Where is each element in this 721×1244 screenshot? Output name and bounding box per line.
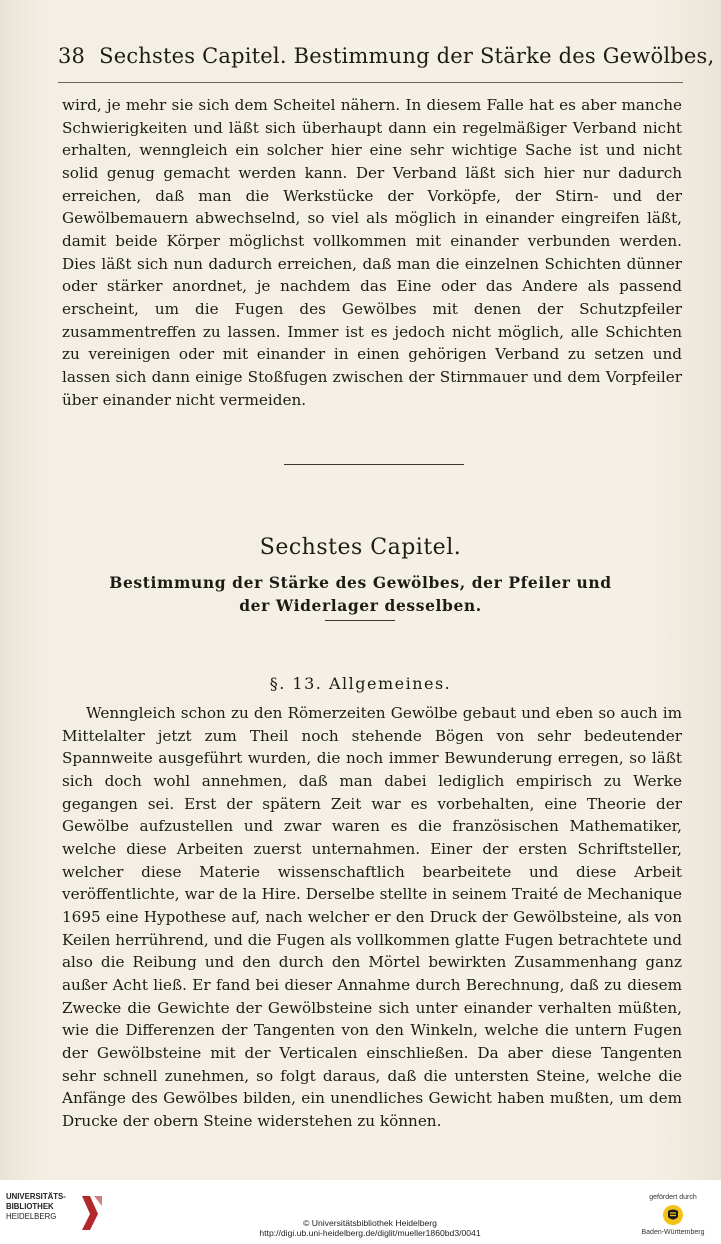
library-name-line-3: HEIDELBERG [6, 1212, 57, 1221]
page-number: 38 [58, 44, 86, 68]
subtitle-divider [325, 620, 395, 621]
running-title: Sechstes Capitel. Bestimmung der Stärke des Gewölbes, [99, 44, 715, 68]
chapter-subtitle-line-1: Bestimmung der Stärke des Gewölbes, der Pfeiler und [109, 573, 612, 592]
library-name-line-1: UNIVERSITÄTS- [6, 1192, 66, 1201]
permalink[interactable]: http://digi.ub.uni-heidelberg.de/diglit/mueller1860bd3/0041 [259, 1228, 481, 1238]
running-header [58, 44, 715, 68]
paragraph-continued: wird, je mehr sie sich dem Scheitel nähern. In diesem Falle hat es aber manche Schwierigkeiten und läßt sich überhaupt dann ein regelmäßiger Verband nicht erhalten, wenngleich ein solcher hier eine sehr wichtige Sache ist und nicht solid genug gemacht werden kann. Der Verband läßt sich hier nur dadurch erreichen, daß man die Werkstücke der Vorköpfe, der Stirn- und der Gewölbemauern abwechselnd, so viel als möglich in einander eingreifen läßt, damit beide Körper möglichst vollkommen mit einander verbunden werden. Dies läßt sich nun dadurch erreichen, daß man die einzelnen Schichten dünner oder stärker anordnet, je nachdem das Eine oder das Andere als passend erscheint, um die Fugen des Gewölbes mit denen der Schutzpfeiler zusammentreffen zu lassen. Immer ist es jedoch nicht möglich, alle Schichten zu vereinigen oder mit einander in einen gehörigen Verband zu setzen und lassen sich dann einige Stoßfugen zwischen der Stirnmauer und dem Vorpfeiler über einander nicht vermeiden. [62, 96, 682, 409]
library-name [6, 1192, 78, 1222]
chapter-subtitle-line-2: der Widerlager desselben. [239, 596, 482, 615]
section-divider [284, 464, 464, 465]
sponsor-label: gefördert durch [649, 1194, 697, 1201]
library-name-line-2: BIBLIOTHEK [6, 1202, 54, 1211]
sponsor-block [630, 1194, 716, 1236]
copyright-notice [180, 1218, 560, 1238]
header-divider [58, 82, 683, 83]
digitization-footer [0, 1180, 721, 1244]
paragraph-allgemeines: Wenngleich schon zu den Römerzeiten Gewölbe gebaut und eben so auch im Mittelalter jetzt zum Theil noch stehende Bögen von sehr bedeutender Spannweite ausgeführt wurden, die noch immer Bewunderung erregen, so läßt sich doch wohl annehmen, daß man dabei lediglich empirisch zu Werke gegangen sei. Erst der spätern Zeit war es vorbehalten, eine Theorie der Gewölbe aufzustellen und zwar waren es die französischen Mathematiker, welche diese Arbeiten zuerst unternahmen. Einer der ersten Schriftsteller, welcher diese Materie wissenschaftlich bearbeitete und diese Arbeit veröffentlichte, war de la Hire. Derselbe stellte in seinem Traité de Mechanique 1695 eine Hypothese auf, nach welcher er den Druck der Gewölbsteine, als von Keilen herrührend, und die Fugen als vollkommen glatte Fugen betrachtete und also die Reibung und den durch den Mörtel bewirkten Zusammenhang ganz außer Acht ließ. Er fand bei dieser Annahme durch Berechnung, daß zu diesem Zwecke die Gewichte der Gewölbsteine sich unter einander verhalten müßten, wie die Differenzen der Tangenten von den Winkeln, welche die untern Fugen der Gewölbsteine mit der Verticalen einschließen. Da aber diese Tangenten sehr schnell zunehmen, so folgt daraus, daß die untersten Steine, welche die Anfänge des Gewölbes bilden, ein unendliches Gewicht haben mußten, um dem Drucke der obern Steine widerstehen zu können. [62, 704, 682, 1130]
section-heading: §. 13. Allgemeines. [269, 674, 452, 693]
library-emblem-icon [80, 1192, 104, 1232]
chapter-subtitle [0, 571, 721, 617]
sponsor-name: Baden-Württemberg [641, 1229, 705, 1236]
library-logo[interactable] [6, 1190, 126, 1236]
state-coat-of-arms-icon [662, 1204, 684, 1226]
copyright-text: © Universitätsbibliothek Heidelberg [303, 1218, 437, 1228]
chapter-title: Sechstes Capitel. [259, 535, 462, 560]
